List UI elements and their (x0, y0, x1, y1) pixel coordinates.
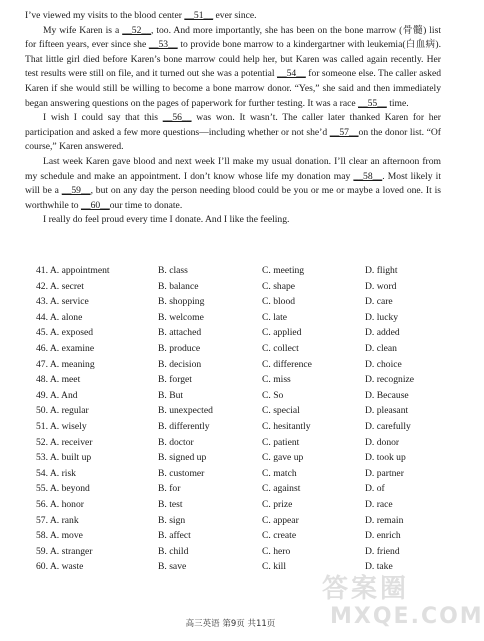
option-d: D. care (365, 296, 393, 308)
option-b: B. signed up (158, 452, 207, 464)
option-b: B. decision (158, 358, 202, 370)
option-row (36, 450, 446, 466)
option-c: C. create (262, 530, 297, 542)
option-d: D. pleasant (365, 405, 409, 417)
option-row (36, 435, 446, 451)
option-c: C. patient (262, 436, 300, 448)
option-a: 43. A. service (36, 296, 89, 308)
option-a: 59. A. stranger (36, 545, 93, 557)
cloze-passage (25, 9, 441, 228)
blank-56: __56__ (162, 112, 192, 124)
option-c: C. So (262, 389, 284, 401)
option-a: 60. A. waste (36, 561, 84, 573)
paragraph-1: I’ve viewed my visits to the blood center __51__ ever since. (25, 10, 257, 21)
blank-53: __53__ (148, 39, 178, 51)
watermark-url: MXQE.COM (330, 604, 484, 629)
option-d: D. donor (365, 436, 400, 448)
option-b: B. balance (158, 280, 199, 292)
option-c: C. meeting (262, 265, 305, 276)
option-a: 55. A. beyond (36, 483, 90, 495)
blank-57: __57__ (329, 126, 359, 138)
option-d: D. word (365, 280, 397, 292)
option-d: D. carefully (365, 420, 411, 432)
option-d: D. race (365, 498, 393, 510)
option-c: C. applied (262, 327, 302, 339)
option-c: C. blood (262, 296, 296, 308)
option-row (36, 279, 446, 295)
option-a: 48. A. meet (36, 374, 81, 386)
option-b: B. shopping (158, 296, 205, 308)
option-d: D. added (365, 327, 400, 339)
option-b: B. sign (158, 514, 186, 526)
blank-60: __60__ (80, 199, 110, 211)
option-row (36, 481, 446, 497)
option-b: B. customer (158, 467, 205, 479)
option-d: D. of (365, 483, 385, 495)
page-footer: 高三英语 第9页 共11页 (185, 619, 276, 629)
option-a: 42. A. secret (36, 280, 84, 292)
option-a: 45. A. exposed (36, 327, 94, 339)
option-c: C. kill (262, 561, 286, 573)
option-row (36, 403, 446, 419)
option-row (36, 497, 446, 513)
option-row (36, 294, 446, 310)
option-a: 58. A. move (36, 530, 83, 542)
option-b: B. produce (158, 342, 201, 354)
option-c: C. against (262, 483, 301, 495)
option-row (36, 419, 446, 435)
option-d: D. friend (365, 545, 400, 557)
option-c: C. gave up (262, 452, 304, 464)
option-a: 41. A. appointment (36, 265, 110, 276)
option-c: C. match (262, 467, 297, 479)
option-c: C. prize (262, 498, 293, 510)
blank-51: __51__ (184, 10, 214, 21)
option-c: C. miss (262, 374, 291, 386)
option-row (36, 544, 446, 560)
option-d: D. enrich (365, 530, 401, 542)
option-c: C. appear (262, 514, 299, 526)
answer-options (36, 263, 446, 575)
option-b: B. child (158, 545, 189, 557)
option-c: C. special (262, 405, 300, 417)
option-row (36, 388, 446, 404)
option-c: C. collect (262, 342, 299, 354)
option-a: 52. A. receiver (36, 436, 93, 448)
option-a: 47. A. meaning (36, 358, 95, 370)
option-d: D. flight (365, 265, 398, 276)
option-a: 56. A. honor (36, 498, 84, 510)
option-c: C. late (262, 311, 288, 323)
option-b: B. forget (158, 374, 192, 386)
paragraph-5: I really do feel proud every time I donate. And I like the feeling. (43, 214, 290, 226)
option-a: 57. A. rank (36, 514, 79, 526)
option-d: D. partner (365, 467, 404, 479)
option-row (36, 513, 446, 529)
option-b: B. But (158, 389, 184, 401)
option-c: C. hesitantly (262, 420, 311, 432)
paragraph-2: My wife Karen is a __52__, too. And more importantly, she has been on the bone marrow (骨髓) list for fifteen years, ever since she __53__ to provide bone marrow to a kindergartner with leukemia(白血病). That little girl died before Karen’s bone marrow could help her, but Karen was called again recently. Her test results were still on file, and it turned out she was a potential __54__ for someone else. The caller asked Karen if she would still be willing to become a bone marrow donor. “Yes,” she said and then immediately began answering questions on the pages of paperwork for further testing. It was a race __55__ time. (25, 24, 441, 109)
option-a: 54. A. risk (36, 467, 76, 479)
option-row (36, 310, 446, 326)
option-d: D. Because (365, 389, 409, 401)
option-d: D. recognize (365, 374, 415, 386)
option-a: 51. A. wisely (36, 420, 87, 432)
option-b: B. doctor (158, 436, 194, 448)
option-b: B. affect (158, 530, 191, 542)
option-c: C. shape (262, 280, 296, 292)
blank-52: __52__ (122, 24, 151, 36)
option-c: C. difference (262, 358, 312, 370)
option-b: B. class (158, 265, 188, 276)
option-row (36, 528, 446, 544)
watermark-text: 答案圈 (322, 574, 410, 604)
option-row (36, 372, 446, 388)
option-b: B. differently (158, 420, 210, 432)
blank-55: __55__ (358, 97, 387, 109)
option-d: D. lucky (365, 311, 399, 323)
option-row (36, 357, 446, 373)
option-a: 50. A. regular (36, 405, 89, 417)
option-a: 46. A. examine (36, 342, 95, 354)
option-row (36, 466, 446, 482)
option-row (36, 325, 446, 341)
option-a: 44. A. alone (36, 311, 83, 323)
watermark-logo (318, 568, 484, 636)
paragraph-4: Last week Karen gave blood and next week I’ll make my usual donation. I’ll clear an afternoon from my schedule and make an appointment. I don’t know whose life my donation may __58__. Most likely it will be a __59__, but on any day the person needing blood could be you or me or maybe a loved one. It is worthwhile to __60__our time to donate. (25, 155, 442, 211)
option-b: B. test (158, 498, 183, 510)
option-d: D. choice (365, 358, 402, 370)
option-b: B. unexpected (158, 405, 213, 417)
option-c: C. hero (262, 545, 291, 557)
option-b: B. welcome (158, 311, 204, 323)
option-b: B. attached (158, 327, 202, 339)
option-d: D. remain (365, 514, 404, 526)
blank-54: __54__ (277, 68, 306, 80)
paragraph-3: I wish I could say that this __56__ was won. It wasn’t. The caller later thanked Karen for her participation and asked a few more questions—including whether or not she’d __57__on the donor list. “Of course,” Karen answered. (25, 112, 441, 153)
option-row (36, 263, 446, 279)
blank-58: __58__ (353, 170, 383, 182)
option-a: 53. A. built up (36, 452, 92, 464)
option-b: B. save (158, 561, 187, 573)
blank-59: __59__ (61, 185, 91, 197)
option-row (36, 341, 446, 357)
option-d: D. take (365, 561, 393, 573)
option-d: D. took up (365, 452, 406, 464)
option-a: 49. A. And (36, 389, 78, 401)
option-b: B. for (158, 483, 181, 495)
option-d: D. clean (365, 342, 397, 354)
